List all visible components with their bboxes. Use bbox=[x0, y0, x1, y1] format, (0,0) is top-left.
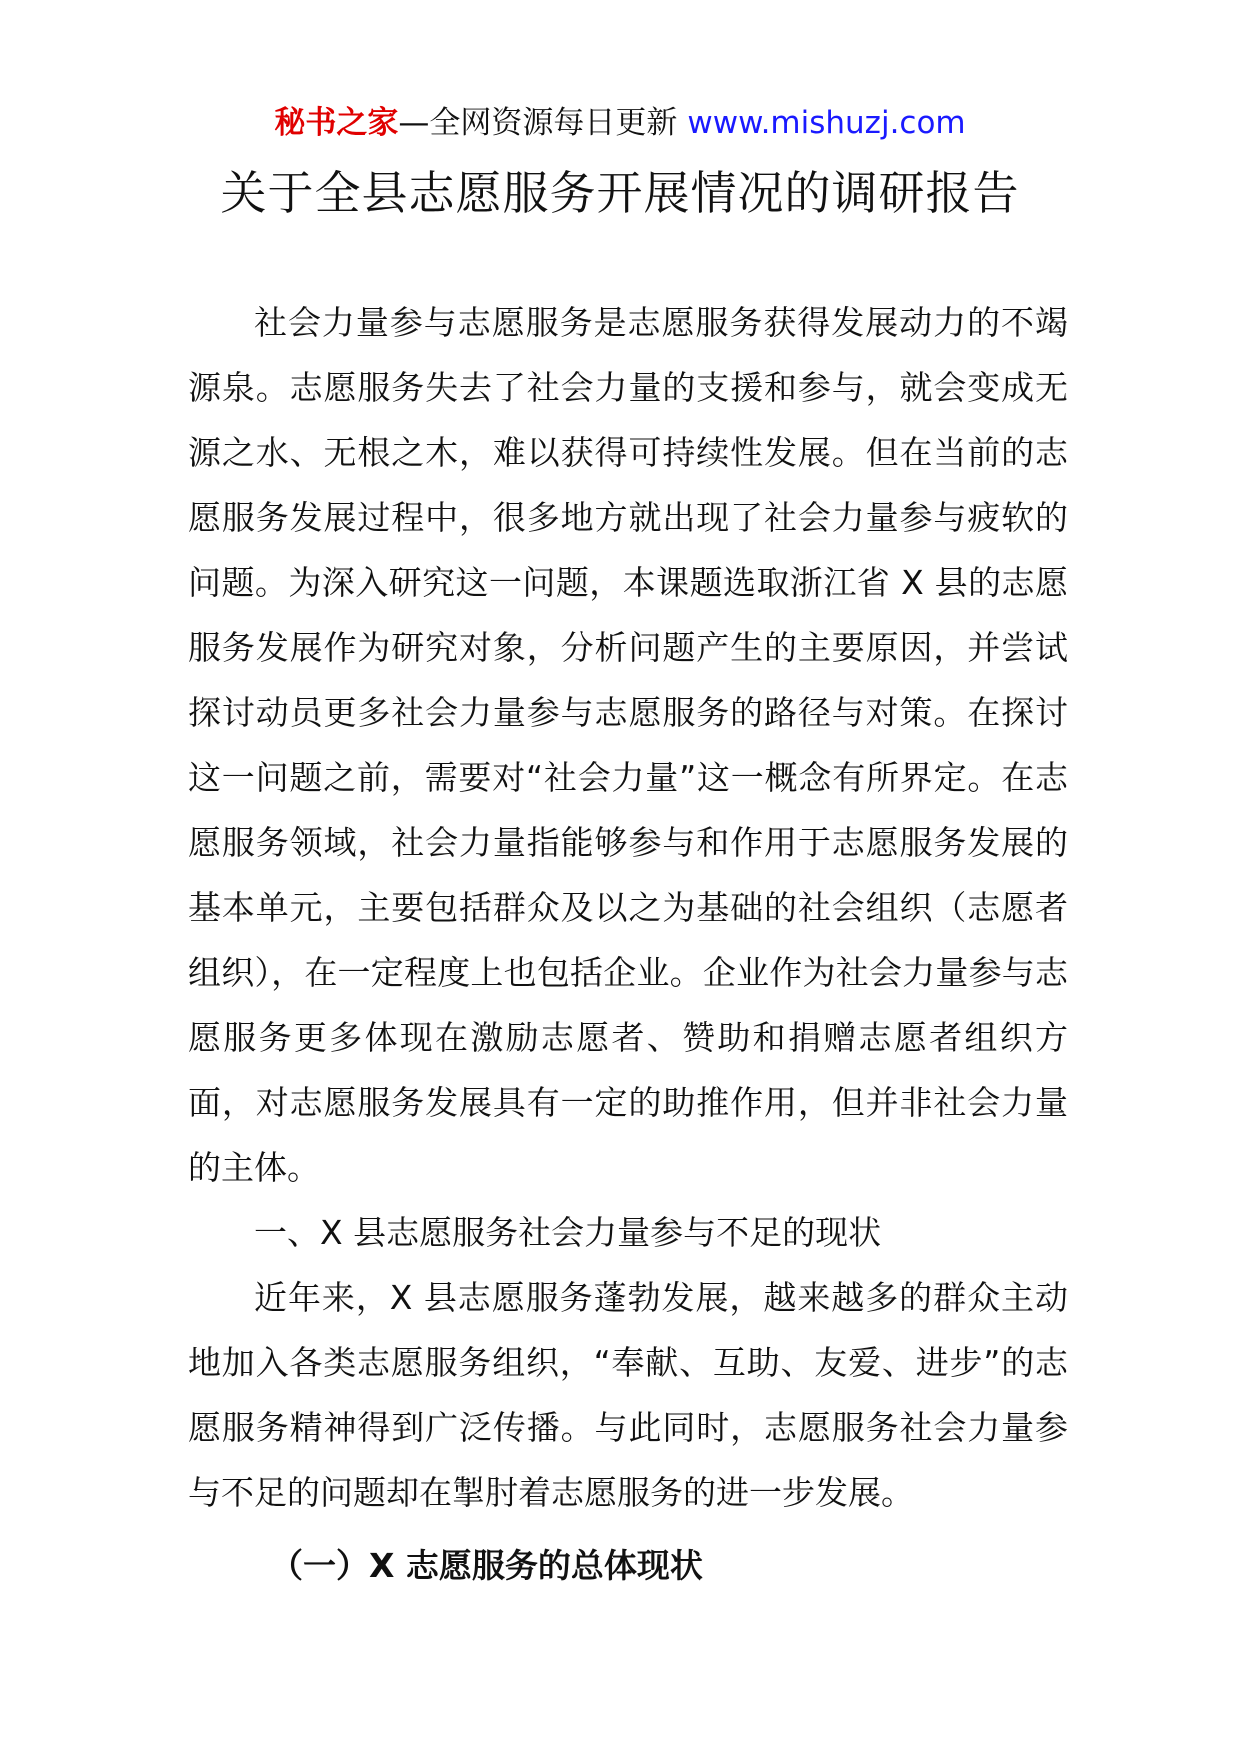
intro-paragraph: 社会力量参与志愿服务是志愿服务获得发展动力的不竭源泉。志愿服务失去了社会力量的支援和参与，就会变成无源之水、无根之木，难以获得可持续性发展。但在当前的志愿服务发展过程中，很多地方就出现了社会力量参与疲软的问题。为深入研究这一问题，本课题选取浙江省 X 县的志愿服务发展作为研究对象，分析问题产生的主要原因，并尝试探讨动员更多社会力量参与志愿服务的路径与对策。在探讨这一问题之前，需要对“社会力量”这一概念有所界定。在志愿服务领域，社会力量指能够参与和作用于志愿服务发展的基本单元，主要包括群众及以之为基础的社会组织（志愿者组织），在一定程度上也包括企业。企业作为社会力量参与志愿服务更多体现在激励志愿者、赞助和捐赠志愿者组织方面，对志愿服务发展具有一定的助推作用，但并非社会力量的主体。 bbox=[188, 303, 1068, 1187]
site-header bbox=[0, 100, 1240, 146]
site-link[interactable]: www.mishuzj.com bbox=[687, 105, 966, 141]
section-heading: 一、X 县志愿服务社会力量参与不足的现状 bbox=[254, 1213, 882, 1252]
body-paragraph: 近年来，X 县志愿服务蓬勃发展，越来越多的群众主动地加入各类志愿服务组织，“奉献、互助、友爱、进步”的志愿服务精神得到广泛传播。与此同时，志愿服务社会力量参与不足的问题却在掣肘着志愿服务的进一步发展。 bbox=[188, 1278, 1068, 1512]
document-body bbox=[188, 290, 1068, 1598]
document-title: 关于全县志愿服务开展情况的调研报告 bbox=[220, 166, 1020, 220]
subsection-heading: （一）X 志愿服务的总体现状 bbox=[270, 1546, 703, 1585]
brand-name: 秘书之家 bbox=[274, 105, 399, 141]
header-tagline: —全网资源每日更新 bbox=[398, 105, 678, 141]
